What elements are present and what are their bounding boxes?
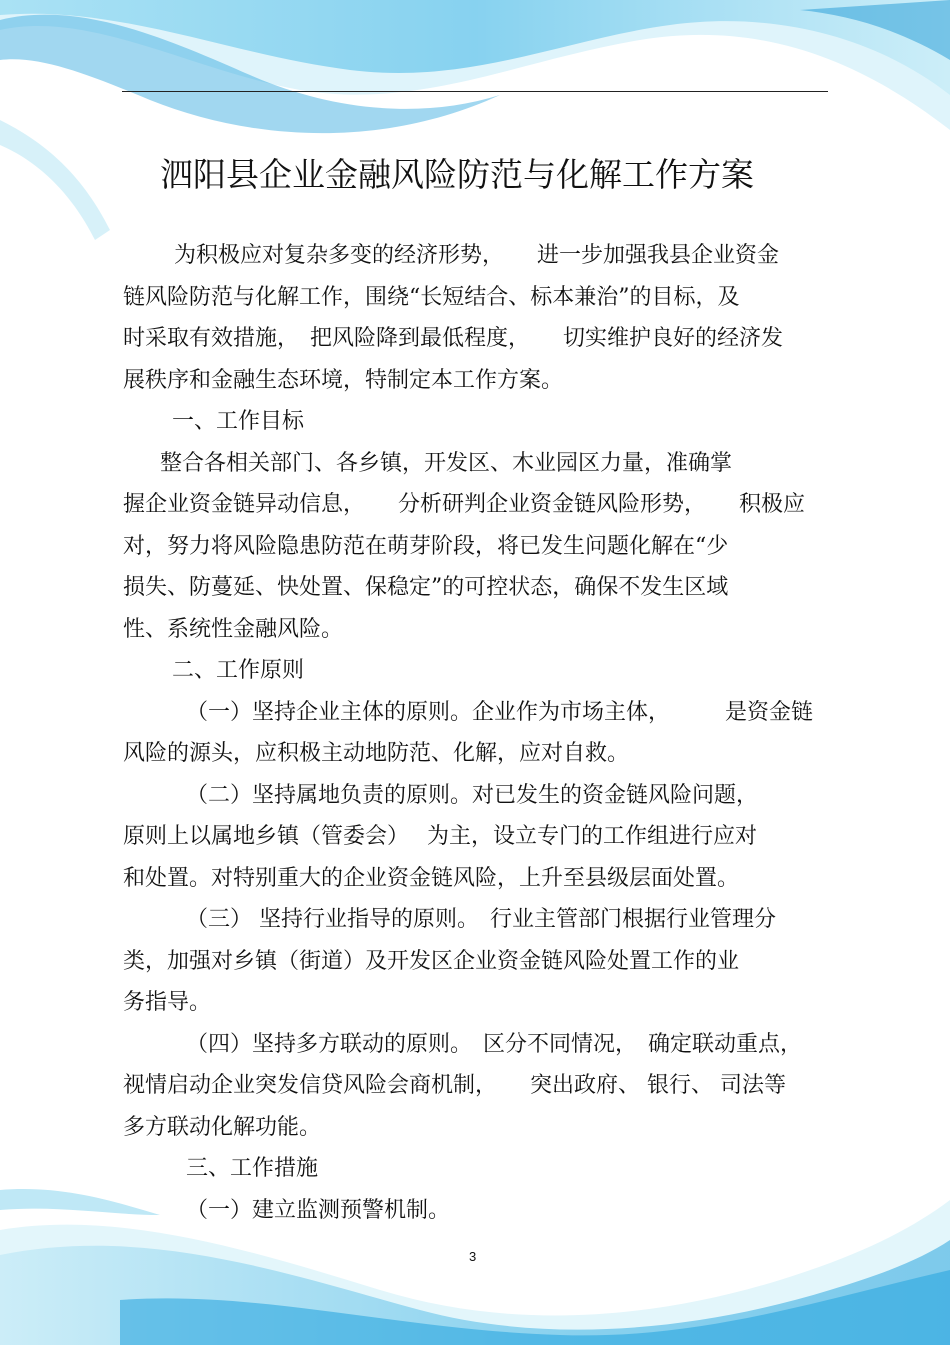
body-line: 和处置。对特别重大的企业资金链风险，上升至县级层面处置。 <box>123 866 740 891</box>
body-line: 风险的源头，应积极主动地防范、化解，应对自救。 <box>123 741 630 766</box>
body-line: 性、系统性金融风险。 <box>123 617 344 642</box>
body-line: （三） 坚持行业指导的原则。 行业主管部门根据行业管理分 <box>186 907 776 932</box>
body-line: （一）建立监测预警机制。 <box>186 1198 451 1223</box>
page-number: 3 <box>469 1249 477 1264</box>
document-title: 泗阳县企业金融风险防范与化解工作方案 <box>160 155 754 194</box>
body-line: 务指导。 <box>123 990 212 1015</box>
body-line: 类，加强对乡镇（街道）及开发区企业资金链风险处置工作的业 <box>123 949 740 974</box>
body-line: 为积极应对复杂多变的经济形势， 进一步加强我县企业资金 <box>174 243 780 268</box>
section-heading: 二、工作原则 <box>172 658 305 683</box>
body-line: 链风险防范与化解工作，围绕“长短结合、标本兼治”的目标，及 <box>123 285 740 310</box>
body-line: 展秩序和金融生态环境，特制定本工作方案。 <box>123 368 564 393</box>
body-line: 损失、防蔓延、快处置、保稳定”的可控状态，确保不发生区域 <box>123 575 729 600</box>
body-line: 整合各相关部门、各乡镇，开发区、木业园区力量，准确掌 <box>160 451 733 476</box>
body-line: 握企业资金链异动信息， 分析研判企业资金链风险形势， 积极应 <box>123 492 806 517</box>
body-line: （四）坚持多方联动的原则。 区分不同情况， 确定联动重点， <box>186 1032 803 1057</box>
section-heading: 三、工作措施 <box>186 1156 319 1181</box>
body-line: 原则上以属地乡镇（管委会） 为主，设立专门的工作组进行应对 <box>123 824 757 849</box>
body-line: 对，努力将风险隐患防范在萌芽阶段，将已发生问题化解在“少 <box>123 534 729 559</box>
header-rule <box>122 91 828 92</box>
body-line: 时采取有效措施， 把风险降到最低程度， 切实维护良好的经济发 <box>123 326 784 351</box>
body-line: 多方联动化解功能。 <box>123 1115 322 1140</box>
section-heading: 一、工作目标 <box>172 409 305 434</box>
body-line: 视情启动企业突发信贷风险会商机制， 突出政府、 银行、 司法等 <box>123 1073 786 1098</box>
body-line: （二）坚持属地负责的原则。对已发生的资金链风险问题， <box>186 783 759 808</box>
body-line: （一）坚持企业主体的原则。企业作为市场主体， 是资金链 <box>186 700 814 725</box>
